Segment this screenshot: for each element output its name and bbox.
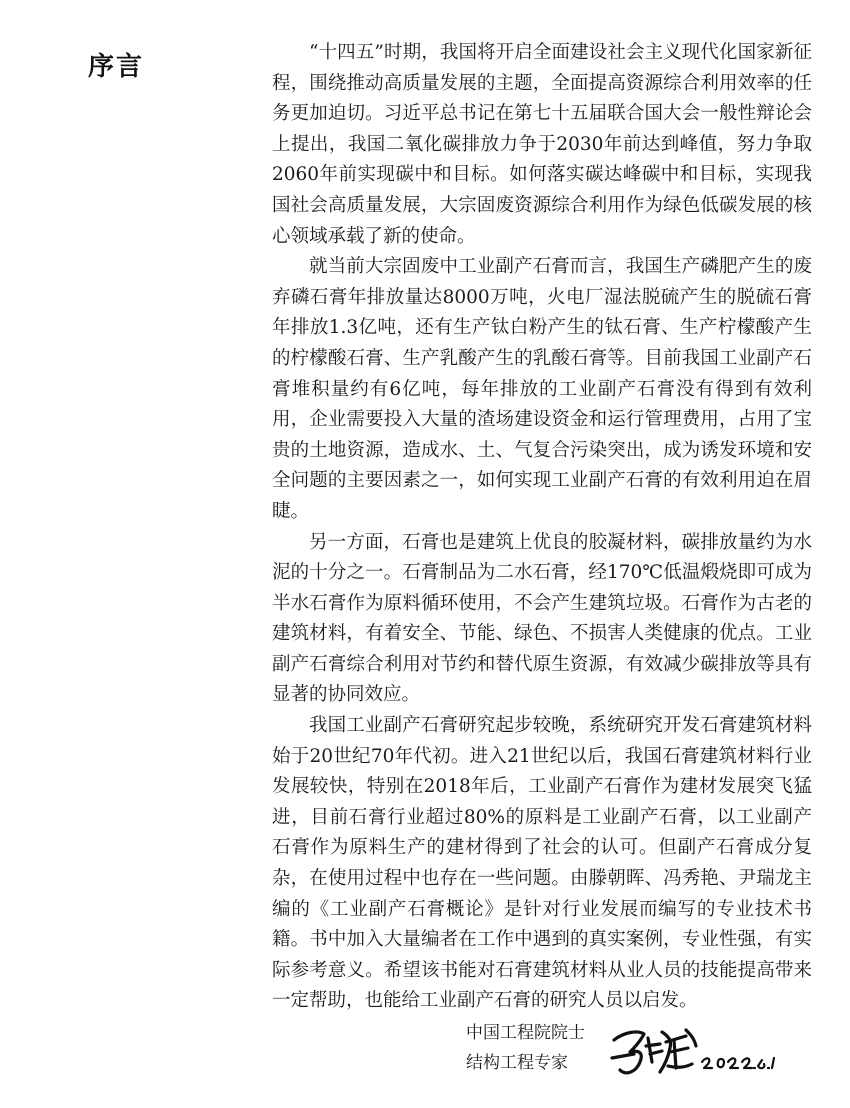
handwritten-signature: [604, 1018, 776, 1080]
author-title-line2: 结构工程专家: [466, 1053, 568, 1073]
paragraph-2: 就当前大宗固废中工业副产石膏而言，我国生产磷肥产生的废弃磷石膏年排放量达8000万吨，火电厂湿法脱硫产生的脱硫石膏年排放1.3亿吨，还有生产钛白粉产生的钛石膏、生产柠檬酸产生的柠檬酸石膏、生产乳酸产生的乳酸石膏等。目前我国工业副产石膏堆积量约有6亿吨，每年排放的工业副产石膏没有得到有效利用，企业需要投入大量的渣场建设资金和运行管理费用，占用了宝贵的土地资源，造成水、土、气复合污染突出，成为诱发环境和安全问题的主要因素之一，如何实现工业副产石膏的有效利用迫在眉睫。: [272, 256, 812, 522]
paragraph-4: 我国工业副产石膏研究起步较晚，系统研究开发石膏建筑材料始于20世纪70年代初。进入21世纪以后，我国石膏建筑材料行业发展较快，特别在2018年后，工业副产石膏作为建材发展突飞猛进，目前石膏行业超过80%的原料是工业副产石膏，以工业副产石膏作为原料生产的建材得到了社会的认可。但副产石膏成分复杂，在使用过程中也存在一些问题。由滕朝晖、冯秀艳、尹瑞龙主编的《工业副产石膏概论》是针对行业发展而编写的专业技术书籍。书中加入大量编者在工作中遇到的真实案例，专业性强，有实际参考意义。希望该书能对石膏建筑材料从业人员的技能提高带来一定帮助，也能给工业副产石膏的研究人员以启发。: [272, 715, 812, 1012]
page-title: 序言: [88, 52, 145, 82]
paragraph-1: “十四五”时期，我国将开启全面建设社会主义现代化国家新征程，围绕推动高质量发展的主题，全面提高资源综合利用效率的任务更加迫切。习近平总书记在第七十五届联合国大会一般性辩论会上提出，我国二氧化碳排放力争于2030年前达到峰值，努力争取2060年前实现碳中和目标。如何落实碳达峰碳中和目标，实现我国社会高质量发展，大宗固废资源综合利用作为绿色低碳发展的核心领域承载了新的使命。: [272, 42, 812, 247]
paragraph-3: 另一方面，石膏也是建筑上优良的胶凝材料，碳排放量约为水泥的十分之一。石膏制品为二水石膏，经170℃低温煅烧即可成为半水石膏作为原料循环使用，不会产生建筑垃圾。石膏作为古老的建筑材料，有着安全、节能、绿色、不损害人类健康的优点。工业副产石膏综合利用对节约和替代原生资源，有效减少碳排放等具有显著的协同效应。: [272, 531, 812, 706]
author-credentials: [466, 1018, 585, 1078]
preface-body: [272, 38, 812, 1017]
author-title-line1: 中国工程院院士: [466, 1023, 585, 1043]
